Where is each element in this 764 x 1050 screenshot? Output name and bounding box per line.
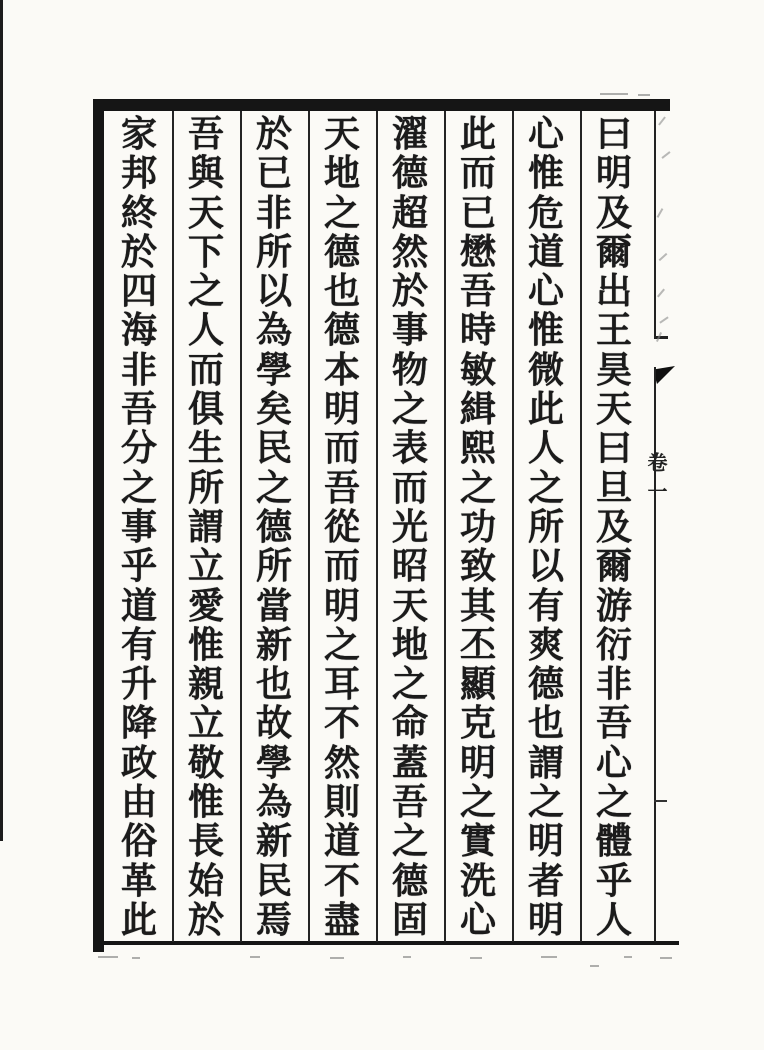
- glyph: 敏: [459, 348, 496, 391]
- text-column-4: [378, 113, 442, 941]
- glyph: 新: [255, 820, 292, 863]
- glyph: 家: [120, 113, 157, 155]
- glyph: 明: [459, 741, 496, 784]
- glyph: 終: [120, 191, 157, 234]
- glyph: 以: [527, 545, 564, 588]
- glyph: 天: [391, 584, 428, 627]
- glyph: 從: [323, 505, 360, 548]
- glyph: 政: [120, 741, 157, 784]
- smudge: [590, 965, 599, 967]
- glyph: 於: [391, 270, 428, 313]
- glyph: 心: [527, 270, 564, 313]
- glyph: 顯: [459, 663, 496, 706]
- glyph: 此: [120, 898, 157, 941]
- glyph: 俱: [187, 388, 224, 431]
- glyph: 超: [391, 191, 428, 234]
- glyph: 出: [595, 270, 632, 313]
- glyph: 之: [527, 466, 564, 509]
- page-border-top: [93, 99, 670, 111]
- text-column-5: [310, 113, 374, 941]
- spine-tick: [654, 800, 667, 802]
- smudge: [657, 208, 664, 218]
- glyph: 為: [255, 309, 292, 352]
- glyph: 耳: [323, 663, 360, 706]
- fishtail-mark-icon: [655, 366, 675, 384]
- glyph: 立: [187, 702, 224, 745]
- glyph: 事: [120, 505, 157, 548]
- glyph: 也: [527, 702, 564, 745]
- glyph: 四: [120, 270, 157, 313]
- glyph: 所: [255, 230, 292, 273]
- glyph: 而: [323, 545, 360, 588]
- glyph: 民: [255, 859, 292, 902]
- glyph: 吾: [459, 270, 496, 313]
- glyph: 曰: [595, 427, 632, 470]
- glyph: 地: [391, 623, 428, 666]
- glyph: 升: [120, 663, 157, 706]
- smudge: [659, 253, 668, 261]
- glyph: 所: [255, 545, 292, 588]
- smudge: [657, 289, 665, 298]
- glyph: 明: [527, 820, 564, 863]
- glyph: 邦: [120, 152, 157, 195]
- glyph: 者: [527, 859, 564, 902]
- glyph: 已: [255, 152, 292, 195]
- glyph: 天: [595, 388, 632, 431]
- glyph: 學: [255, 741, 292, 784]
- glyph: 之: [459, 781, 496, 824]
- glyph: 盡: [323, 898, 360, 941]
- glyph: 之: [595, 781, 632, 824]
- glyph: 人: [595, 898, 632, 941]
- glyph: 衍: [595, 623, 632, 666]
- glyph: 乎: [595, 859, 632, 902]
- smudge: [660, 957, 672, 959]
- smudge: [600, 93, 628, 95]
- glyph: 所: [187, 466, 224, 509]
- glyph: 惟: [187, 623, 224, 666]
- glyph: 故: [255, 702, 292, 745]
- glyph: 德: [527, 663, 564, 706]
- glyph: 德: [255, 505, 292, 548]
- smudge: [661, 151, 670, 159]
- glyph: 惟: [527, 309, 564, 352]
- text-column-8: [107, 113, 171, 941]
- glyph: 已: [459, 191, 496, 234]
- text-column-3: [446, 113, 510, 941]
- glyph: 而: [187, 348, 224, 391]
- glyph: 下: [187, 230, 224, 273]
- glyph: 矣: [255, 388, 292, 431]
- glyph: 有: [527, 584, 564, 627]
- glyph: 則: [323, 781, 360, 824]
- glyph: 始: [187, 859, 224, 902]
- glyph: 濯: [391, 113, 428, 155]
- glyph: 危: [527, 191, 564, 234]
- glyph: 於: [255, 113, 292, 155]
- glyph: 道: [323, 820, 360, 863]
- glyph: 其: [459, 584, 496, 627]
- glyph: 而: [391, 466, 428, 509]
- glyph: 游: [595, 584, 632, 627]
- glyph: 有: [120, 623, 157, 666]
- glyph: 心: [459, 898, 496, 941]
- glyph: 體: [595, 820, 632, 863]
- glyph: 謂: [527, 741, 564, 784]
- glyph: 然: [391, 230, 428, 273]
- glyph: 時: [459, 309, 496, 352]
- glyph: 及: [595, 505, 632, 548]
- glyph: 致: [459, 545, 496, 588]
- glyph: 學: [255, 348, 292, 391]
- glyph: 之: [391, 388, 428, 431]
- glyph: 分: [120, 427, 157, 470]
- glyph: 功: [459, 505, 496, 548]
- glyph: 人: [187, 309, 224, 352]
- glyph: 德: [323, 309, 360, 352]
- spine-line-upper: [654, 111, 656, 339]
- volume-label: 卷一: [644, 452, 668, 510]
- glyph: 新: [255, 623, 292, 666]
- glyph: 天: [187, 191, 224, 234]
- page-border-bottom: [93, 941, 679, 945]
- glyph: 道: [120, 584, 157, 627]
- glyph: 惟: [187, 781, 224, 824]
- glyph: 及: [595, 191, 632, 234]
- glyph: 命: [391, 702, 428, 745]
- glyph: 道: [527, 230, 564, 273]
- glyph: 地: [323, 152, 360, 195]
- smudge: [638, 94, 650, 96]
- glyph: 德: [391, 859, 428, 902]
- smudge: [132, 957, 140, 959]
- smudge: [403, 956, 411, 958]
- glyph: 而: [323, 427, 360, 470]
- glyph: 革: [120, 859, 157, 902]
- glyph: 謂: [187, 505, 224, 548]
- glyph: 緝: [459, 388, 496, 431]
- glyph: 海: [120, 309, 157, 352]
- text-column-1: [582, 113, 646, 941]
- glyph: 昭: [391, 545, 428, 588]
- smudge: [98, 956, 118, 958]
- glyph: 俗: [120, 820, 157, 863]
- glyph: 之: [527, 781, 564, 824]
- glyph: 明: [527, 898, 564, 941]
- glyph: 曰: [595, 113, 632, 155]
- glyph: 焉: [255, 898, 292, 941]
- glyph: 心: [595, 741, 632, 784]
- glyph: 固: [391, 898, 428, 941]
- glyph: 民: [255, 427, 292, 470]
- glyph: 乎: [120, 545, 157, 588]
- glyph: 此: [459, 113, 496, 155]
- glyph: 為: [255, 781, 292, 824]
- glyph: 微: [527, 348, 564, 391]
- smudge: [250, 956, 260, 958]
- glyph: 當: [255, 584, 292, 627]
- glyph: 昊: [595, 348, 632, 391]
- glyph: 吾: [323, 466, 360, 509]
- glyph: 立: [187, 545, 224, 588]
- text-column-6: [242, 113, 306, 941]
- glyph: 於: [187, 898, 224, 941]
- text-column-2: [514, 113, 578, 941]
- glyph: 以: [255, 270, 292, 313]
- glyph: 敬: [187, 741, 224, 784]
- glyph: 爽: [527, 623, 564, 666]
- glyph: 降: [120, 702, 157, 745]
- glyph: 王: [595, 309, 632, 352]
- text-block-right-border: [0, 0, 3, 841]
- glyph: 明: [595, 152, 632, 195]
- glyph: 之: [323, 191, 360, 234]
- glyph: 吾: [187, 113, 224, 155]
- glyph: 之: [120, 466, 157, 509]
- glyph: 光: [391, 505, 428, 548]
- glyph: 爾: [595, 230, 632, 273]
- glyph: 懋: [459, 230, 496, 273]
- glyph: 此: [527, 388, 564, 431]
- glyph: 丕: [459, 623, 496, 666]
- glyph: 明: [323, 388, 360, 431]
- glyph: 也: [323, 270, 360, 313]
- smudge: [624, 956, 632, 958]
- glyph: 之: [459, 466, 496, 509]
- glyph: 所: [527, 505, 564, 548]
- glyph: 實: [459, 820, 496, 863]
- glyph: 物: [391, 348, 428, 391]
- glyph: 之: [255, 466, 292, 509]
- glyph: 非: [595, 663, 632, 706]
- glyph: 生: [187, 427, 224, 470]
- glyph: 非: [255, 191, 292, 234]
- glyph: 事: [391, 309, 428, 352]
- glyph: 人: [527, 427, 564, 470]
- glyph: 與: [187, 152, 224, 195]
- glyph: 不: [323, 702, 360, 745]
- glyph: 蓋: [391, 741, 428, 784]
- glyph: 長: [187, 820, 224, 863]
- glyph: 於: [120, 230, 157, 273]
- glyph: 爾: [595, 545, 632, 588]
- glyph: 心: [527, 113, 564, 155]
- glyph: 之: [187, 270, 224, 313]
- glyph: 吾: [120, 388, 157, 431]
- smudge: [330, 957, 344, 959]
- smudge: [541, 956, 557, 958]
- glyph: 非: [120, 348, 157, 391]
- glyph: 本: [323, 348, 360, 391]
- glyph: 不: [323, 859, 360, 902]
- glyph: 之: [391, 820, 428, 863]
- glyph: 表: [391, 427, 428, 470]
- glyph: 惟: [527, 152, 564, 195]
- glyph: 德: [323, 230, 360, 273]
- glyph: 熙: [459, 427, 496, 470]
- glyph: 也: [255, 663, 292, 706]
- glyph: 旦: [595, 466, 632, 509]
- glyph: 之: [391, 663, 428, 706]
- smudge: [659, 316, 668, 323]
- glyph: 親: [187, 663, 224, 706]
- glyph: 天: [323, 113, 360, 155]
- glyph: 愛: [187, 584, 224, 627]
- smudge: [470, 957, 482, 959]
- glyph: 由: [120, 781, 157, 824]
- glyph: 德: [391, 152, 428, 195]
- glyph: 而: [459, 152, 496, 195]
- glyph: 洗: [459, 859, 496, 902]
- glyph: 吾: [391, 781, 428, 824]
- text-column-7: [174, 113, 238, 941]
- glyph: 明: [323, 584, 360, 627]
- glyph: 然: [323, 741, 360, 784]
- glyph: 克: [459, 702, 496, 745]
- glyph: 吾: [595, 702, 632, 745]
- page-border-left: [93, 99, 104, 952]
- smudge: [658, 116, 666, 125]
- glyph: 之: [323, 623, 360, 666]
